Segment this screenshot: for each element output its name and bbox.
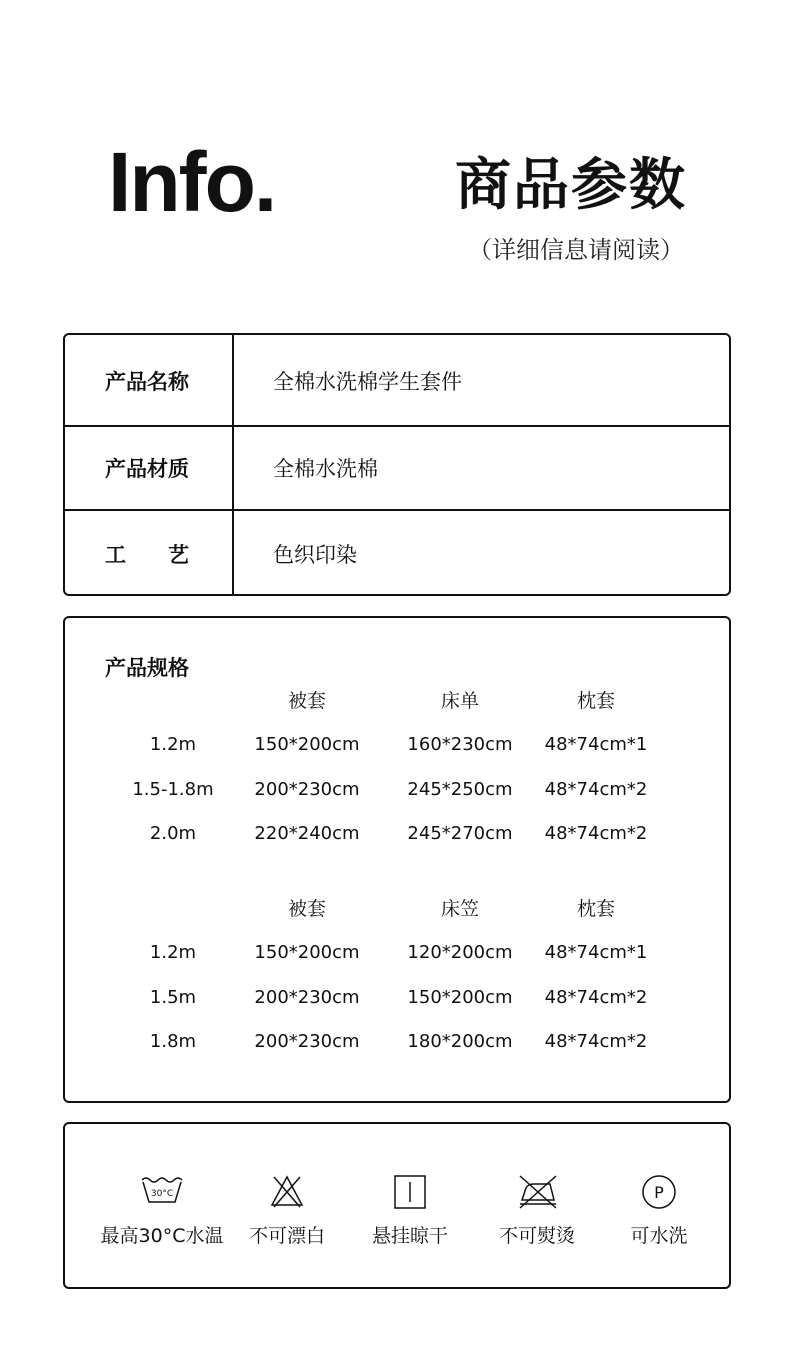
table-cell: 48*74cm*1: [544, 942, 648, 963]
info-row-process: [65, 511, 729, 596]
size-label: 1.5m: [149, 987, 197, 1008]
table-cell: 48*74cm*2: [544, 987, 648, 1008]
product-info-table: [63, 333, 731, 596]
column-header: 床笠: [440, 898, 479, 920]
info-key: 产品名称: [105, 369, 189, 394]
table-cell: 245*250cm: [407, 779, 513, 800]
table-cell: 220*240cm: [254, 823, 360, 844]
care-label: 可水洗: [630, 1225, 688, 1247]
table-cell: 48*74cm*2: [544, 1031, 648, 1052]
size-label: 1.2m: [149, 942, 197, 963]
table-cell: 200*230cm: [254, 987, 360, 1008]
info-key: 工 艺: [105, 542, 189, 567]
table-cell: 160*230cm: [407, 734, 513, 755]
table-cell: 200*230cm: [254, 1031, 360, 1052]
title-english: Info.: [108, 135, 276, 229]
wash-30-icon: [140, 1174, 184, 1208]
column-header: 被套: [287, 898, 326, 920]
subtitle: （详细信息请阅读）: [468, 236, 684, 264]
column-header: 被套: [287, 690, 326, 712]
table-cell: 48*74cm*2: [544, 779, 648, 800]
size-label: 1.5-1.8m: [132, 779, 214, 800]
dry-clean-p-icon: [641, 1174, 677, 1214]
info-key: 产品材质: [105, 457, 189, 481]
care-label: 不可熨烫: [498, 1225, 575, 1247]
table-cell: 150*200cm: [407, 987, 513, 1008]
column-header: 床单: [440, 690, 479, 712]
column-header: 枕套: [576, 690, 615, 712]
size-label: 2.0m: [149, 823, 197, 844]
table-cell: 245*270cm: [407, 823, 513, 844]
svg-text:30°C: 30°C: [150, 1189, 174, 1199]
table-cell: 150*200cm: [254, 734, 360, 755]
size-label: 1.8m: [149, 1031, 197, 1052]
care-label: 悬挂晾干: [371, 1225, 448, 1247]
info-value: 全棉水洗棉: [273, 457, 378, 481]
no-iron-icon: [516, 1174, 558, 1214]
svg-text:P: P: [654, 1183, 664, 1202]
size-spec-table: [63, 616, 731, 1103]
info-value: 全棉水洗棉学生套件: [273, 369, 462, 394]
table-cell: 180*200cm: [407, 1031, 513, 1052]
hang-dry-icon: [393, 1174, 427, 1214]
table-cell: 200*230cm: [254, 779, 360, 800]
info-value: 色织印染: [273, 542, 357, 567]
title-chinese: 商品参数: [455, 153, 687, 218]
size-label: 1.2m: [149, 734, 197, 755]
care-label: 最高30°C水温: [100, 1225, 224, 1247]
care-label: 不可漂白: [248, 1225, 325, 1247]
table-cell: 48*74cm*1: [544, 734, 648, 755]
table-cell: 48*74cm*2: [544, 823, 648, 844]
table-cell: 150*200cm: [254, 942, 360, 963]
table-cell: 120*200cm: [407, 942, 513, 963]
info-row-name: [65, 335, 729, 426]
column-header: 枕套: [576, 898, 615, 920]
no-bleach-icon: [269, 1174, 305, 1212]
care-instructions: [63, 1122, 731, 1289]
size-table-title: 产品规格: [105, 656, 189, 680]
info-row-material: [65, 426, 729, 510]
